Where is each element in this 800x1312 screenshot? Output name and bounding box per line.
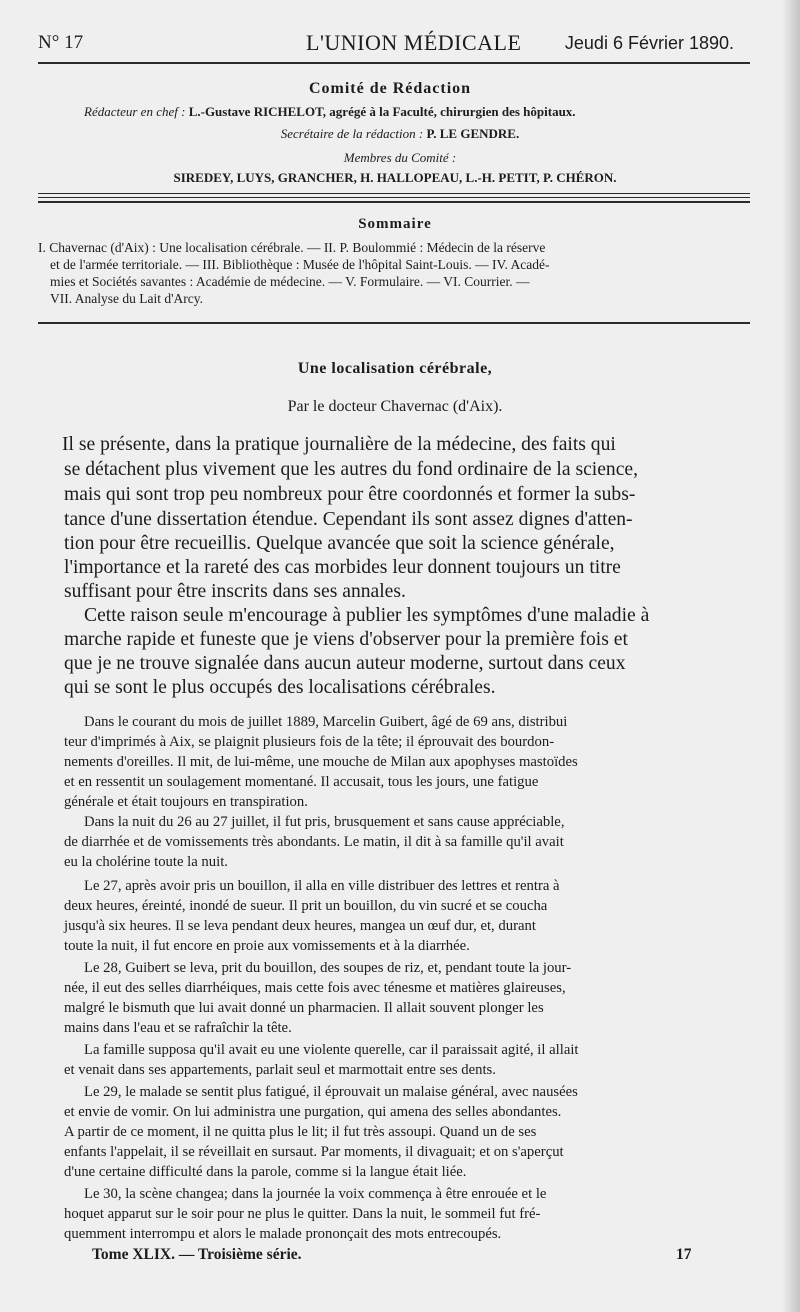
issue-date: Jeudi 6 Février 1890.	[564, 33, 734, 53]
body-line: de diarrhée et de vomissements très abondants. Le matin, il dit à sa famille qu'il avait	[64, 834, 564, 850]
sommaire-title: Sommaire	[358, 216, 432, 232]
members-list: SIREDEY, LUYS, GRANCHER, H. HALLOPEAU, L.-H. PETIT, P. CHÉRON.	[173, 170, 617, 185]
body-line: Le 28, Guibert se leva, prit du bouillon, des soupes de riz, et, pendant toute la jour-	[84, 960, 572, 976]
body-line: nements d'oreilles. Il mit, de lui-même, une mouche de Milan aux apophyses mastoïdes	[64, 754, 578, 770]
body-line: malgré le bismuth que lui avait donné un pharmacien. Il allait souvent plonger les	[64, 1000, 544, 1016]
editor-name: L.-Gustave RICHELOT, agrégé à la Faculté, chirurgien des hôpitaux.	[188, 104, 576, 119]
body-line: toute la nuit, il fut encore en proie aux vomissements et à la diarrhée.	[64, 938, 470, 954]
header-rule	[38, 62, 750, 64]
body-line: d'une certaine difficulté dans la parole, comme si la langue était liée.	[64, 1164, 467, 1180]
sommaire-rule	[38, 322, 750, 324]
page-header	[38, 30, 748, 60]
sommaire-line: et de l'armée territoriale. — III. Bibliothèque : Musée de l'hôpital Saint-Louis. — IV. Acadé-	[50, 257, 550, 272]
body-line: et envie de vomir. On lui administra une purgation, qui amena des selles abondantes.	[64, 1104, 562, 1120]
body-line: A partir de ce moment, il ne quitta plus le lit; il fut très assoupi. Quand un de ses	[64, 1124, 537, 1140]
body-line: mains dans l'eau et se rafraîchir la tête.	[64, 1020, 292, 1036]
body-line: La famille supposa qu'il avait eu une violente querelle, car il paraissait agité, il allait	[84, 1042, 579, 1058]
intro-line: que je ne trouve signalée dans aucun auteur moderne, surtout dans ceux	[64, 653, 626, 674]
body-line: et en ressentit un soulagement momentané. Il accusait, tous les jours, une fatigue	[64, 774, 539, 790]
body-line: teur d'imprimés à Aix, se plaignit plusieurs fois de la tête; il éprouvait des bourdon-	[64, 734, 555, 750]
body-line: enfants l'appelait, il se réveillait en sursaut. Par moments, il divaguait; et on s'aperçut	[64, 1144, 564, 1160]
body-line: Le 29, le malade se sentit plus fatigué, il éprouvait un malaise général, avec nausées	[84, 1084, 578, 1100]
committee-block	[40, 80, 740, 98]
sommaire-line: VII. Analyse du Lait d'Arcy.	[50, 291, 204, 306]
volume-label: Tome XLIX. — Troisième série.	[92, 1246, 302, 1263]
secretary-name: P. LE GENDRE.	[426, 126, 520, 141]
body-line: Le 27, après avoir pris un bouillon, il alla en ville distribuer des lettres et rentra à	[84, 878, 560, 894]
secretary-line	[0, 126, 800, 142]
intro-line: tion pour être recueillis. Quelque avancée que soit la science générale,	[64, 533, 615, 554]
body-line: et venait dans ses appartements, parlait seul et marmottait entre ses dents.	[64, 1062, 496, 1078]
intro-line: qui se sont le plus occupés des localisations cérébrales.	[64, 677, 496, 698]
body-line: Dans le courant du mois de juillet 1889, Marcelin Guibert, âgé de 69 ans, distribui	[84, 714, 568, 730]
body-line: née, il eut des selles diarrhéiques, mais cette fois avec ténesme et matières glaireuses,	[64, 980, 566, 996]
body-line: hoquet apparut sur le soir pour ne plus le quitter. Dans la nuit, le sommeil fut fré-	[64, 1206, 541, 1222]
sommaire-line: I. Chavernac (d'Aix) : Une localisation cérébrale. — II. P. Boulommié : Médecin de la réserve	[38, 240, 546, 255]
intro-line: Cette raison seule m'encourage à publier les symptômes d'une maladie à	[84, 605, 650, 626]
secretary-role: Secrétaire de la rédaction :	[280, 126, 424, 141]
intro-line: tance d'une dissertation étendue. Cependant ils sont assez dignes d'atten-	[64, 509, 633, 530]
committee-title: Comité de Rédaction	[308, 80, 472, 97]
body-line: eu la cholérine toute la nuit.	[64, 854, 228, 870]
sommaire-line: mies et Sociétés savantes : Académie de médecine. — V. Formulaire. — VI. Courrier. —	[50, 274, 530, 289]
intro-line: se détachent plus vivement que les autres du fond ordinaire de la science,	[64, 459, 638, 480]
committee-rule-1	[38, 193, 750, 194]
article-author: Par le docteur Chavernac (d'Aix).	[287, 398, 503, 415]
body-line: deux heures, éreinté, inondé de sueur. Il prit un bouillon, du vin sucré et se coucha	[64, 898, 548, 914]
intro-line: Il se présente, dans la pratique journalière de la médecine, des faits qui	[62, 434, 616, 455]
body-line: Le 30, la scène changea; dans la journée la voix commença à être enrouée et le	[84, 1186, 547, 1202]
body-line: Dans la nuit du 26 au 27 juillet, il fut pris, brusquement et sans cause appréciable,	[84, 814, 565, 830]
members-label: Membres du Comité :	[343, 150, 457, 165]
issue-number: N° 17	[38, 32, 84, 53]
body-line: quemment interrompu et alors le malade prononçait des mots entrecoupés.	[64, 1226, 502, 1242]
intro-line: suffisant pour être inscrits dans ses annales.	[64, 581, 406, 602]
body-line: générale et était toujours en transpiration.	[64, 794, 308, 810]
intro-line: marche rapide et funeste que je viens d'observer pour la première fois et	[64, 629, 628, 650]
journal-title: L'UNION MÉDICALE	[306, 30, 522, 55]
footer-page-number: 17	[676, 1246, 692, 1263]
committee-rule-3	[38, 201, 750, 203]
editor-role: Rédacteur en chef :	[84, 104, 186, 119]
editor-line	[84, 104, 794, 120]
body-line: jusqu'à six heures. Il se leva pendant deux heures, mangea un œuf dur, et, durant	[64, 918, 536, 934]
intro-line: mais qui sont trop peu nombreux pour être coordonnés et former la subs-	[64, 484, 636, 505]
article-title: Une localisation cérébrale,	[297, 360, 493, 377]
page-edge-shadow	[782, 0, 800, 1312]
committee-rule-2	[38, 197, 750, 198]
intro-line: l'importance et la rareté des cas morbides leur donnent toujours un titre	[64, 557, 621, 578]
